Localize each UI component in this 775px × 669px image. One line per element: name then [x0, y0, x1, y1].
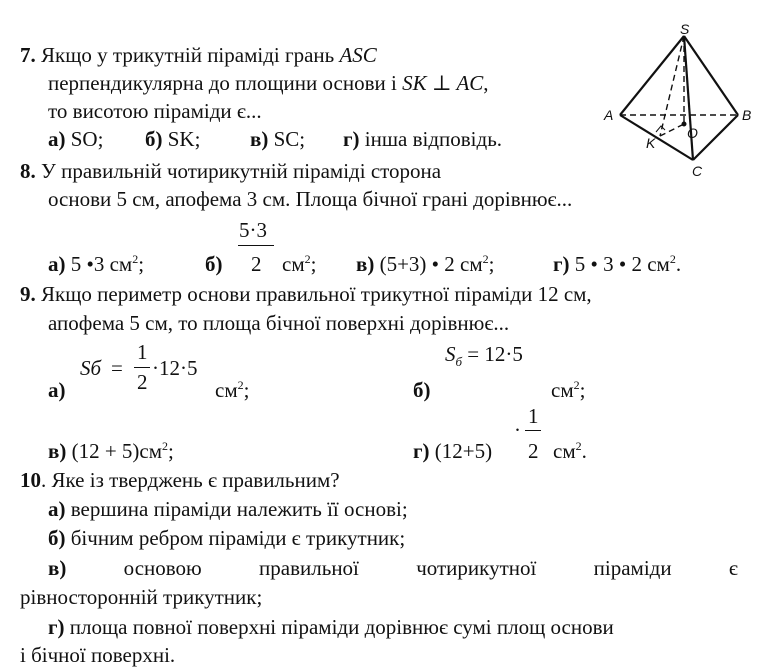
q8-fraction-bar [238, 245, 274, 246]
label-b: B [742, 107, 752, 123]
edge-bc [693, 115, 738, 160]
q10-option-d: г) площа повної поверхні піраміди дорівнює сумі площ основи [48, 615, 614, 639]
q10-option-b: б) бічним ребром піраміди є трикутник; [48, 526, 406, 550]
q9a-s: Sб [80, 356, 102, 380]
q8-option-d: г) 5 • 3 • 2 $см^2$. [553, 252, 682, 276]
q7-number: 7. [20, 43, 36, 67]
q7-line3: то висотою піраміди є... [48, 99, 262, 123]
q8-fraction-numerator: 5·3 [239, 218, 267, 242]
q9-option-d: г) (12+5) [413, 439, 493, 463]
q9d-dot: · [514, 418, 521, 442]
q8-option-b-unit: $см^2$; [282, 252, 317, 276]
edge-ac [620, 115, 693, 160]
q9a-unit: $см^2$; [215, 378, 250, 402]
q7-option-a: а) SO; [48, 127, 104, 151]
q8-line1: 8. У правильній чотирикутній піраміді сторона [20, 159, 442, 183]
q9-option-a-label: а) [48, 378, 66, 402]
q9d-frac-num: 1 [528, 404, 539, 428]
q7-line1: 7. Якщо у трикутній піраміді грань ASC [20, 43, 377, 67]
q9-line1: 9. Якщо периметр основи правильної трикутної піраміди 12 см, [20, 282, 592, 306]
label-a: A [604, 107, 614, 123]
q9b-unit: $см^2$; [551, 378, 586, 402]
q9a-frac-num: 1 [137, 340, 148, 364]
q9a-eq: = [111, 356, 123, 380]
q9-option-b-label: б) [413, 378, 431, 402]
label-o: O [687, 125, 698, 141]
label-s: S [680, 21, 690, 37]
q9a-frac-bar [134, 367, 150, 368]
q9a-frac-den: 2 [137, 370, 148, 394]
q8-option-a: а) 5 •3 $см^2$; [48, 252, 145, 276]
q8-option-b-label: б) [205, 252, 223, 276]
q9-option-c: в) $(12 + 5)см^2$; [48, 439, 174, 463]
q9d-frac-den: 2 [528, 439, 539, 463]
q7-line2: перпендикулярна до площини основи і SK ⊥ AC, [48, 71, 489, 95]
pyramid-figure [598, 20, 768, 180]
edge-sc [684, 36, 693, 160]
q9a-rest: ·12·5 [152, 356, 198, 380]
q10-line1: 10. Яке із тверджень є правильним? [20, 468, 340, 492]
q9-number: 9. [20, 282, 36, 306]
q8-number: 8. [20, 159, 36, 183]
label-k: K [646, 135, 656, 151]
q10-option-d-line2: і бічної поверхні. [20, 643, 176, 667]
edge-sb [684, 36, 738, 115]
q10-option-c-line2: рівносторонній трикутник; [20, 585, 263, 609]
q9d-unit: $см^2$. [553, 439, 587, 463]
q9-line2: апофема 5 см, то площа бічної поверхні дорівнює... [48, 311, 510, 335]
q9d-frac-bar [525, 430, 541, 431]
q10-number: 10 [20, 468, 41, 492]
label-c: C [692, 163, 703, 179]
q8-line2: основи 5 см, апофема 3 см. Площа бічної грані дорівнює... [48, 187, 573, 211]
q9b-formula: $S_б = 12\cdot 5$ [445, 342, 523, 370]
q8-fraction-denominator: 2 [251, 252, 262, 276]
right-angle-mark [656, 126, 665, 132]
q7-option-d: г) інша відповідь. [343, 127, 503, 151]
point-o [682, 122, 687, 127]
q10-option-c-line1: в) основою правильної чотирикутної піраміди є [48, 556, 738, 580]
line-ko-hidden [660, 124, 684, 136]
q10-option-a: а) вершина піраміди належить її основі; [48, 497, 408, 521]
q7-option-c: в) SC; [250, 127, 306, 151]
q8-option-c: в) (5+3) • 2 $см^2$; [356, 252, 495, 276]
q7-option-b: б) SK; [145, 127, 201, 151]
